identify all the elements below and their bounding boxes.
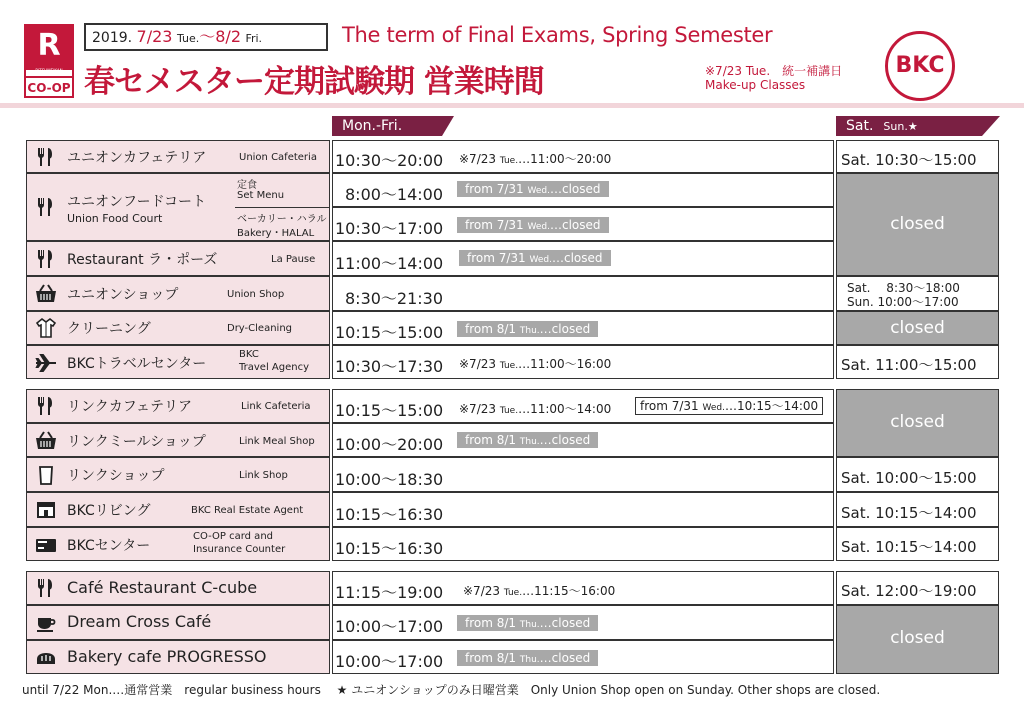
change-tag: from 8/1 Thu.…closed bbox=[457, 321, 598, 337]
weekday-header-tail bbox=[442, 116, 454, 136]
date-start: 7/23 bbox=[136, 27, 173, 46]
basket-icon bbox=[35, 430, 57, 452]
date-start-day: Tue. bbox=[176, 32, 200, 45]
hours: 10:30〜17:30 bbox=[335, 357, 444, 376]
weekday-hours-set-menu bbox=[332, 173, 834, 207]
shop-row-la-pause bbox=[26, 241, 330, 276]
shop-name-jp: BKCセンター bbox=[67, 538, 151, 554]
campus-badge: BKC bbox=[885, 31, 955, 101]
weekend-hours-travel-center bbox=[836, 345, 999, 379]
sat-hours: Sat. 10:30〜15:00 bbox=[841, 151, 977, 169]
cup-icon bbox=[35, 464, 57, 486]
weekday-column-header: Mon.-Fri. bbox=[332, 116, 442, 136]
shop-name-en: La Pause bbox=[271, 254, 316, 265]
hours: 10:15〜15:00 bbox=[335, 401, 444, 420]
closed-label: closed bbox=[890, 214, 945, 234]
card-icon bbox=[35, 534, 57, 556]
utensils-icon bbox=[35, 196, 57, 218]
change-tag: from 7/31 Wed.…closed bbox=[457, 181, 609, 197]
sat-hours: Sat. 8:30〜18:00 bbox=[847, 281, 960, 295]
shop-row-link-meal-shop bbox=[26, 423, 330, 457]
weekday-hours-link-cafeteria bbox=[332, 389, 834, 423]
shop-name-jp: BKCリビング bbox=[67, 503, 151, 519]
hours: 10:00〜18:30 bbox=[335, 470, 444, 489]
shop-row-dry-cleaning bbox=[26, 311, 330, 345]
date-year: 2019. bbox=[92, 30, 133, 46]
shop-name-jp: ユニオンフードコート bbox=[67, 194, 207, 210]
makeup-jp: ※7/23 Tue. 統一補講日 bbox=[705, 64, 843, 78]
weekday-hours-dry-cleaning bbox=[332, 311, 834, 345]
sat-hours: Sat. 11:00〜15:00 bbox=[841, 356, 977, 374]
closed-label: closed bbox=[890, 318, 945, 338]
header-divider bbox=[0, 103, 1024, 108]
hours-note: ※7/23 Tue.…11:15〜16:00 bbox=[463, 584, 616, 598]
basket-icon bbox=[35, 283, 57, 305]
shop-name-jp: リンクカフェテリア bbox=[67, 399, 193, 415]
sat-hours: Sat. 10:15〜14:00 bbox=[841, 504, 977, 522]
hours: 10:15〜16:30 bbox=[335, 539, 444, 558]
hours: 11:00〜14:00 bbox=[335, 254, 444, 273]
footer-note: until 7/22 Mon.…通常営業 regular business hours ★ ユニオンショップのみ日曜営業 Only Union Shop open on Sunday. Other shops are closed. bbox=[22, 683, 881, 697]
weekday-hours-travel-center bbox=[332, 345, 834, 379]
shop-name-en: CO-OP card and bbox=[193, 531, 273, 542]
sub-name-en: Bakery・HALAL bbox=[237, 228, 315, 239]
hours: 8:00〜14:00 bbox=[345, 185, 444, 204]
date-end-day: Fri. bbox=[245, 32, 263, 45]
shop-row-travel-center bbox=[26, 345, 330, 379]
hours: 10:15〜15:00 bbox=[335, 323, 444, 342]
shop-name-jp: リンクショップ bbox=[67, 468, 165, 484]
shop-name-en-2: Insurance Counter bbox=[193, 544, 286, 555]
hours-note: ※7/23 Tue.…11:00〜16:00 bbox=[459, 357, 612, 371]
shirt-icon bbox=[35, 317, 57, 339]
shop-name-en-2: Travel Agency bbox=[239, 362, 309, 373]
shop-name-en: Dry-Cleaning bbox=[227, 323, 293, 334]
shop-row-union-food-court bbox=[26, 173, 330, 241]
weekday-hours-bakery-halal bbox=[332, 207, 834, 241]
shop-row-link-shop bbox=[26, 457, 330, 492]
weekday-hours-link-meal-shop bbox=[332, 423, 834, 457]
shop-name-jp: Restaurant ラ・ポーズ bbox=[67, 252, 218, 268]
logo-coop-text: CO-OP bbox=[26, 76, 72, 98]
sub-divider bbox=[235, 207, 329, 208]
change-tag: from 8/1 Thu.…closed bbox=[457, 615, 598, 631]
coop-logo bbox=[24, 24, 74, 98]
weekend-hours-link-shop bbox=[836, 457, 999, 492]
hours: 10:00〜17:00 bbox=[335, 652, 444, 671]
weekend-hours-union-cafeteria bbox=[836, 140, 999, 173]
weekend-sat: Sat. bbox=[846, 118, 874, 134]
weekday-hours-bkc-living bbox=[332, 492, 834, 527]
change-tag: from 7/31 Wed.…closed bbox=[459, 250, 611, 266]
weekend-hours-union-shop bbox=[836, 276, 999, 311]
bread-icon bbox=[35, 647, 57, 669]
weekend-header-tail bbox=[982, 116, 1000, 136]
sat-hours: Sat. 10:00〜15:00 bbox=[841, 469, 977, 487]
change-box: from 7/31 Wed.…10:15〜14:00 bbox=[635, 397, 823, 415]
shop-row-bkc-living bbox=[26, 492, 330, 527]
change-tag: from 8/1 Thu.…closed bbox=[457, 650, 598, 666]
makeup-note bbox=[705, 64, 842, 92]
shop-row-link-cafeteria bbox=[26, 389, 330, 423]
change-tag: from 7/31 Wed.…closed bbox=[457, 217, 609, 233]
shop-row-c-cube bbox=[26, 571, 330, 605]
shop-name-jp: Café Restaurant C-cube bbox=[67, 578, 258, 597]
shop-name-jp: BKCトラベルセンター bbox=[67, 356, 207, 372]
weekend-hours-dry-cleaning-closed bbox=[836, 311, 999, 345]
hours: 10:15〜16:30 bbox=[335, 505, 444, 524]
shop-name-jp: Bakery cafe PROGRESSO bbox=[67, 647, 267, 666]
hours: 8:30〜21:30 bbox=[345, 289, 444, 308]
date-sep: 〜 bbox=[199, 27, 216, 46]
weekend-column-header bbox=[836, 116, 982, 136]
hours-note: ※7/23 Tue.…11:00〜14:00 bbox=[459, 402, 612, 416]
utensils-icon bbox=[35, 146, 57, 168]
shop-row-union-shop bbox=[26, 276, 330, 311]
shop-name-jp: リンクミールショップ bbox=[67, 434, 206, 450]
hours: 10:30〜17:00 bbox=[335, 219, 444, 238]
shop-name-en: Link Meal Shop bbox=[239, 436, 315, 447]
weekend-hours-closed-block-2 bbox=[836, 389, 999, 457]
shop-name-jp: ユニオンショップ bbox=[67, 287, 179, 303]
weekday-hours-bkc-center bbox=[332, 527, 834, 561]
weekday-hours-la-pause bbox=[332, 241, 834, 276]
shop-name-en: Link Shop bbox=[239, 470, 288, 481]
shop-name-en: BKC bbox=[239, 349, 259, 360]
weekend-hours-c-cube bbox=[836, 571, 999, 605]
weekday-hours-progresso bbox=[332, 640, 834, 674]
shop-name-en: Union Shop bbox=[227, 289, 285, 300]
weekend-sun: Sun.★ bbox=[883, 120, 918, 133]
shop-row-bkc-center bbox=[26, 527, 330, 561]
airplane-icon bbox=[35, 352, 57, 374]
weekend-hours-bkc-living bbox=[836, 492, 999, 527]
weekday-hours-link-shop bbox=[332, 457, 834, 492]
utensils-icon bbox=[35, 248, 57, 270]
closed-label: closed bbox=[890, 628, 945, 648]
title-jp: 春セメスター定期試験期 営業時間 bbox=[84, 64, 544, 100]
closed-label: closed bbox=[890, 412, 945, 432]
coffee-icon bbox=[35, 612, 57, 634]
hours: 11:15〜19:00 bbox=[335, 583, 444, 602]
sun-hours: Sun. 10:00〜17:00 bbox=[847, 295, 959, 309]
change-tag: from 8/1 Thu.…closed bbox=[457, 432, 598, 448]
shop-name-jp: Dream Cross Café bbox=[67, 612, 212, 631]
hours: 10:30〜20:00 bbox=[335, 151, 444, 170]
weekend-hours-closed-block-3 bbox=[836, 605, 999, 674]
shop-row-union-cafeteria bbox=[26, 140, 330, 173]
weekday-hours-dream-cross-cafe bbox=[332, 605, 834, 640]
sub-name-jp: ベーカリー・ハラル bbox=[237, 214, 327, 225]
shop-name-en: Union Food Court bbox=[67, 212, 163, 225]
store-icon bbox=[35, 499, 57, 521]
sat-hours: Sat. 12:00〜19:00 bbox=[841, 582, 977, 600]
sat-hours: Sat. 10:15〜14:00 bbox=[841, 538, 977, 556]
shop-row-progresso bbox=[26, 640, 330, 674]
weekday-hours-union-shop bbox=[332, 276, 834, 311]
hours-note: ※7/23 Tue.…11:00〜20:00 bbox=[459, 152, 612, 166]
shop-name-en: Union Cafeteria bbox=[239, 152, 317, 163]
weekend-hours-bkc-center bbox=[836, 527, 999, 561]
logo-small-text: RITSUMEIKAN bbox=[35, 68, 63, 73]
sub-name-en: Set Menu bbox=[237, 190, 285, 201]
logo-letter: R bbox=[26, 26, 72, 70]
date-range bbox=[84, 23, 328, 51]
shop-row-dream-cross-cafe bbox=[26, 605, 330, 640]
utensils-icon bbox=[35, 577, 57, 599]
weekend-hours-closed-block-1 bbox=[836, 173, 999, 276]
shop-name-en: Link Cafeteria bbox=[241, 401, 311, 412]
utensils-icon bbox=[35, 395, 57, 417]
sub-name-jp: 定食 bbox=[237, 180, 257, 191]
makeup-en: Make-up Classes bbox=[705, 78, 806, 92]
weekday-hours-c-cube bbox=[332, 571, 834, 605]
shop-name-jp: クリーニング bbox=[67, 321, 151, 337]
date-end: 8/2 bbox=[215, 27, 241, 46]
weekday-hours-union-cafeteria bbox=[332, 140, 834, 173]
shop-name-en: BKC Real Estate Agent bbox=[191, 505, 304, 516]
hours: 10:00〜17:00 bbox=[335, 617, 444, 636]
shop-name-jp: ユニオンカフェテリア bbox=[67, 150, 207, 166]
title-en: The term of Final Exams, Spring Semester bbox=[342, 23, 773, 47]
hours: 10:00〜20:00 bbox=[335, 435, 444, 454]
